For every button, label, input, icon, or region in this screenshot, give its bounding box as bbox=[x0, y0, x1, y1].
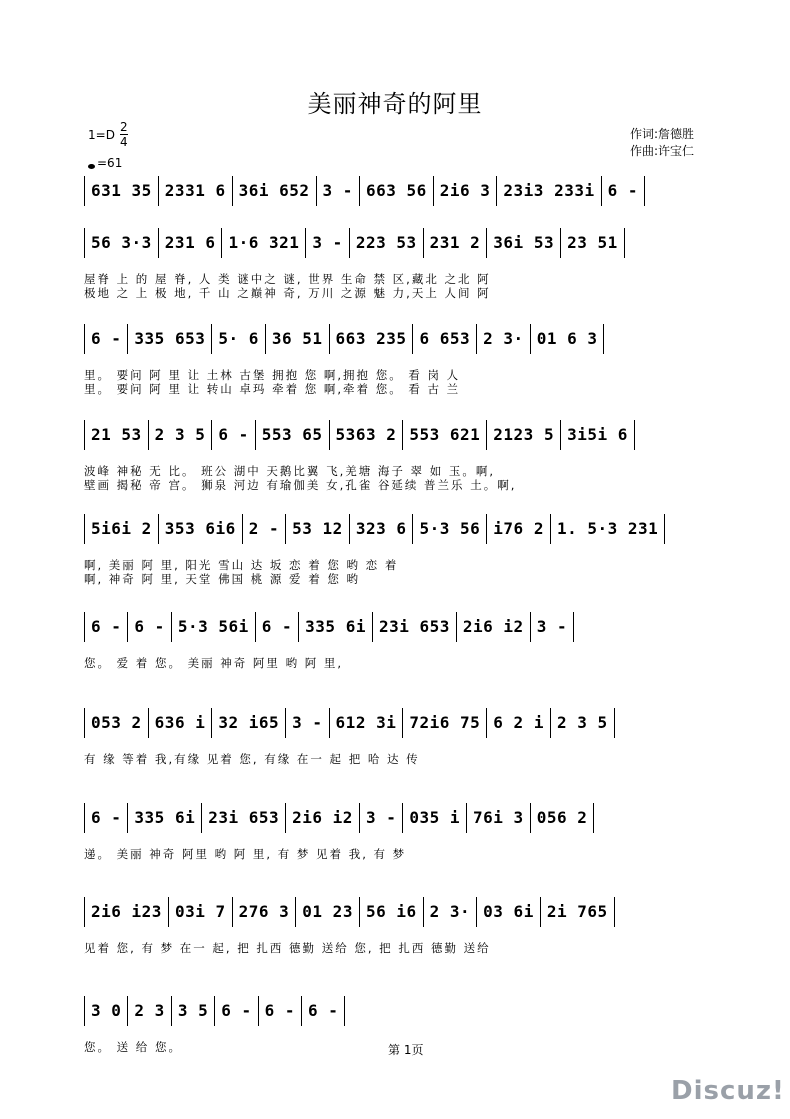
measure: 21 53 bbox=[84, 420, 149, 450]
notation-line bbox=[84, 176, 730, 206]
measure: 56 3·3 bbox=[84, 228, 159, 258]
measure: 01 6 3 bbox=[531, 324, 605, 354]
measure: 335 6i bbox=[299, 612, 373, 642]
measure: 6 - bbox=[256, 612, 299, 642]
measure: 2i6 i23 bbox=[84, 897, 169, 927]
measure: 6 - bbox=[302, 996, 345, 1026]
music-system bbox=[84, 708, 730, 766]
notation-line bbox=[84, 420, 730, 450]
measure: 72i6 75 bbox=[403, 708, 487, 738]
tempo-value: =61 bbox=[97, 156, 123, 170]
song-title: 美丽神奇的阿里 bbox=[307, 90, 483, 118]
lyric-line: 里。 要问 阿 里 让 转山 卓玛 牵着 您 啊,牵着 您。 看 古 兰 bbox=[84, 382, 461, 396]
measure: 056 2 bbox=[531, 803, 595, 833]
measure: 5·3 56 bbox=[413, 514, 487, 544]
measure: 2i6 3 bbox=[434, 176, 498, 206]
measure: 23 51 bbox=[561, 228, 625, 258]
measure: 2 3 5 bbox=[149, 420, 213, 450]
measure: 231 6 bbox=[159, 228, 223, 258]
key-signature: 1=D bbox=[88, 128, 115, 142]
music-system bbox=[84, 324, 730, 396]
measure: 053 2 bbox=[84, 708, 149, 738]
measure: 53 12 bbox=[286, 514, 350, 544]
measure: 353 6i6 bbox=[159, 514, 243, 544]
measure: 6 - bbox=[84, 324, 128, 354]
time-signature bbox=[120, 120, 128, 149]
measure: 6 2 i bbox=[487, 708, 551, 738]
time-numerator: 2 bbox=[120, 120, 128, 134]
measure: 36i 652 bbox=[233, 176, 317, 206]
quarter-note-icon bbox=[88, 164, 95, 169]
measure: 01 23 bbox=[296, 897, 360, 927]
lyric-line: 见着 您, 有 梦 在一 起, 把 扎西 德勤 送给 您, 把 扎西 德勤 送给 bbox=[84, 941, 491, 955]
music-system bbox=[84, 228, 730, 300]
measure: 2i6 i2 bbox=[286, 803, 360, 833]
measure: 32 i65 bbox=[212, 708, 286, 738]
music-system bbox=[84, 176, 730, 220]
measure: 553 621 bbox=[403, 420, 487, 450]
measure: 553 65 bbox=[256, 420, 330, 450]
measure: 2123 5 bbox=[487, 420, 561, 450]
measure: i76 2 bbox=[487, 514, 551, 544]
measure: 276 3 bbox=[233, 897, 297, 927]
notation-line bbox=[84, 897, 730, 927]
notation-line bbox=[84, 708, 730, 738]
measure: 76i 3 bbox=[467, 803, 531, 833]
measure: 3 - bbox=[317, 176, 360, 206]
measure: 6 - bbox=[84, 803, 128, 833]
lyric-line: 有 缘 等着 我,有缘 见着 您, 有缘 在一 起 把 哈 达 传 bbox=[84, 752, 420, 766]
music-system bbox=[84, 612, 730, 670]
tempo-marking bbox=[88, 156, 122, 170]
measure: 2i6 i2 bbox=[457, 612, 531, 642]
measure: 2 - bbox=[243, 514, 286, 544]
lyricist: 作词:詹德胜 bbox=[630, 127, 695, 141]
measure: 2 3· bbox=[424, 897, 478, 927]
time-denominator: 4 bbox=[120, 135, 128, 149]
measure: 3 5 bbox=[172, 996, 215, 1026]
measure: 6 - bbox=[128, 612, 171, 642]
measure: 2 3 bbox=[128, 996, 171, 1026]
measure: 636 i bbox=[149, 708, 213, 738]
notation-line bbox=[84, 324, 730, 354]
measure: 6 - bbox=[215, 996, 258, 1026]
notation-line bbox=[84, 612, 730, 642]
notation-line bbox=[84, 228, 730, 258]
credits bbox=[630, 126, 694, 160]
lyric-line: 啊, 美丽 阿 里, 阳光 雪山 达 坂 恋 着 您 哟 恋 着 bbox=[84, 558, 399, 572]
measure: 56 i6 bbox=[360, 897, 424, 927]
measure: 1·6 321 bbox=[222, 228, 306, 258]
notation-line bbox=[84, 996, 730, 1026]
measure: 631 35 bbox=[84, 176, 159, 206]
measure: 23i 653 bbox=[373, 612, 457, 642]
measure: 6 653 bbox=[413, 324, 477, 354]
measure: 5· 6 bbox=[212, 324, 266, 354]
music-system bbox=[84, 420, 730, 492]
measure: 3 0 bbox=[84, 996, 128, 1026]
measure: 335 653 bbox=[128, 324, 212, 354]
measure: 323 6 bbox=[350, 514, 414, 544]
measure: 2i 765 bbox=[541, 897, 615, 927]
measure: 1. 5·3 231 bbox=[551, 514, 665, 544]
page-number: 第 1页 bbox=[388, 1043, 424, 1057]
measure: 5363 2 bbox=[330, 420, 404, 450]
measure: 23i 653 bbox=[202, 803, 286, 833]
measure: 36i 53 bbox=[487, 228, 561, 258]
music-system bbox=[84, 514, 730, 586]
measure: 3 - bbox=[360, 803, 403, 833]
lyric-line: 递。 美丽 神奇 阿里 哟 阿 里, 有 梦 见着 我, 有 梦 bbox=[84, 847, 407, 861]
measure: 23i3 233i bbox=[497, 176, 601, 206]
measure: 2 3 5 bbox=[551, 708, 615, 738]
measure: 6 - bbox=[602, 176, 645, 206]
composer: 作曲:许宝仁 bbox=[630, 144, 695, 158]
measure: 335 6i bbox=[128, 803, 202, 833]
measure: 223 53 bbox=[350, 228, 424, 258]
measure: 5i6i 2 bbox=[84, 514, 159, 544]
measure: 612 3i bbox=[330, 708, 404, 738]
measure: 6 - bbox=[212, 420, 255, 450]
measure: 035 i bbox=[403, 803, 467, 833]
music-system bbox=[84, 897, 730, 955]
lyric-line: 您。 送 给 您。 bbox=[84, 1040, 182, 1054]
lyric-line: 波峰 神秘 无 比。 班公 湖中 天鹅比翼 飞,羌塘 海子 翠 如 玉。啊, bbox=[84, 464, 496, 478]
measure: 6 - bbox=[259, 996, 302, 1026]
music-system bbox=[84, 803, 730, 861]
measure: 3 - bbox=[286, 708, 329, 738]
measure: 5·3 56i bbox=[172, 612, 256, 642]
measure: 3i5i 6 bbox=[561, 420, 635, 450]
lyric-line: 屋脊 上 的 屋 脊, 人 类 谜中之 谜, 世界 生命 禁 区,藏北 之北 阿 bbox=[84, 272, 491, 286]
lyric-line: 极地 之 上 极 地, 千 山 之巅神 奇, 万川 之源 魅 力,天上 人间 阿 bbox=[84, 286, 491, 300]
measure: 03i 7 bbox=[169, 897, 233, 927]
measure: 03 6i bbox=[477, 897, 541, 927]
measure: 3 - bbox=[531, 612, 574, 642]
lyric-line: 里。 要问 阿 里 让 土林 古堡 拥抱 您 啊,拥抱 您。 看 岗 人 bbox=[84, 368, 461, 382]
lyric-line: 您。 爱 着 您。 美丽 神奇 阿里 哟 阿 里, bbox=[84, 656, 344, 670]
measure: 663 56 bbox=[360, 176, 434, 206]
notation-line bbox=[84, 514, 730, 544]
lyric-line: 壁画 揭秘 帝 宫。 狮泉 河边 有瑜伽美 女,孔雀 谷延续 普兰乐 土。啊, bbox=[84, 478, 517, 492]
measure: 3 - bbox=[306, 228, 349, 258]
measure: 231 2 bbox=[424, 228, 488, 258]
measure: 6 - bbox=[84, 612, 128, 642]
measure: 2331 6 bbox=[159, 176, 233, 206]
measure: 663 235 bbox=[330, 324, 414, 354]
lyric-line: 啊, 神奇 阿 里, 天堂 佛国 桃 源 爱 着 您 哟 bbox=[84, 572, 361, 586]
measure: 36 51 bbox=[266, 324, 330, 354]
measure: 2 3· bbox=[477, 324, 531, 354]
notation-line bbox=[84, 803, 730, 833]
watermark: Discuz! bbox=[671, 1076, 785, 1106]
